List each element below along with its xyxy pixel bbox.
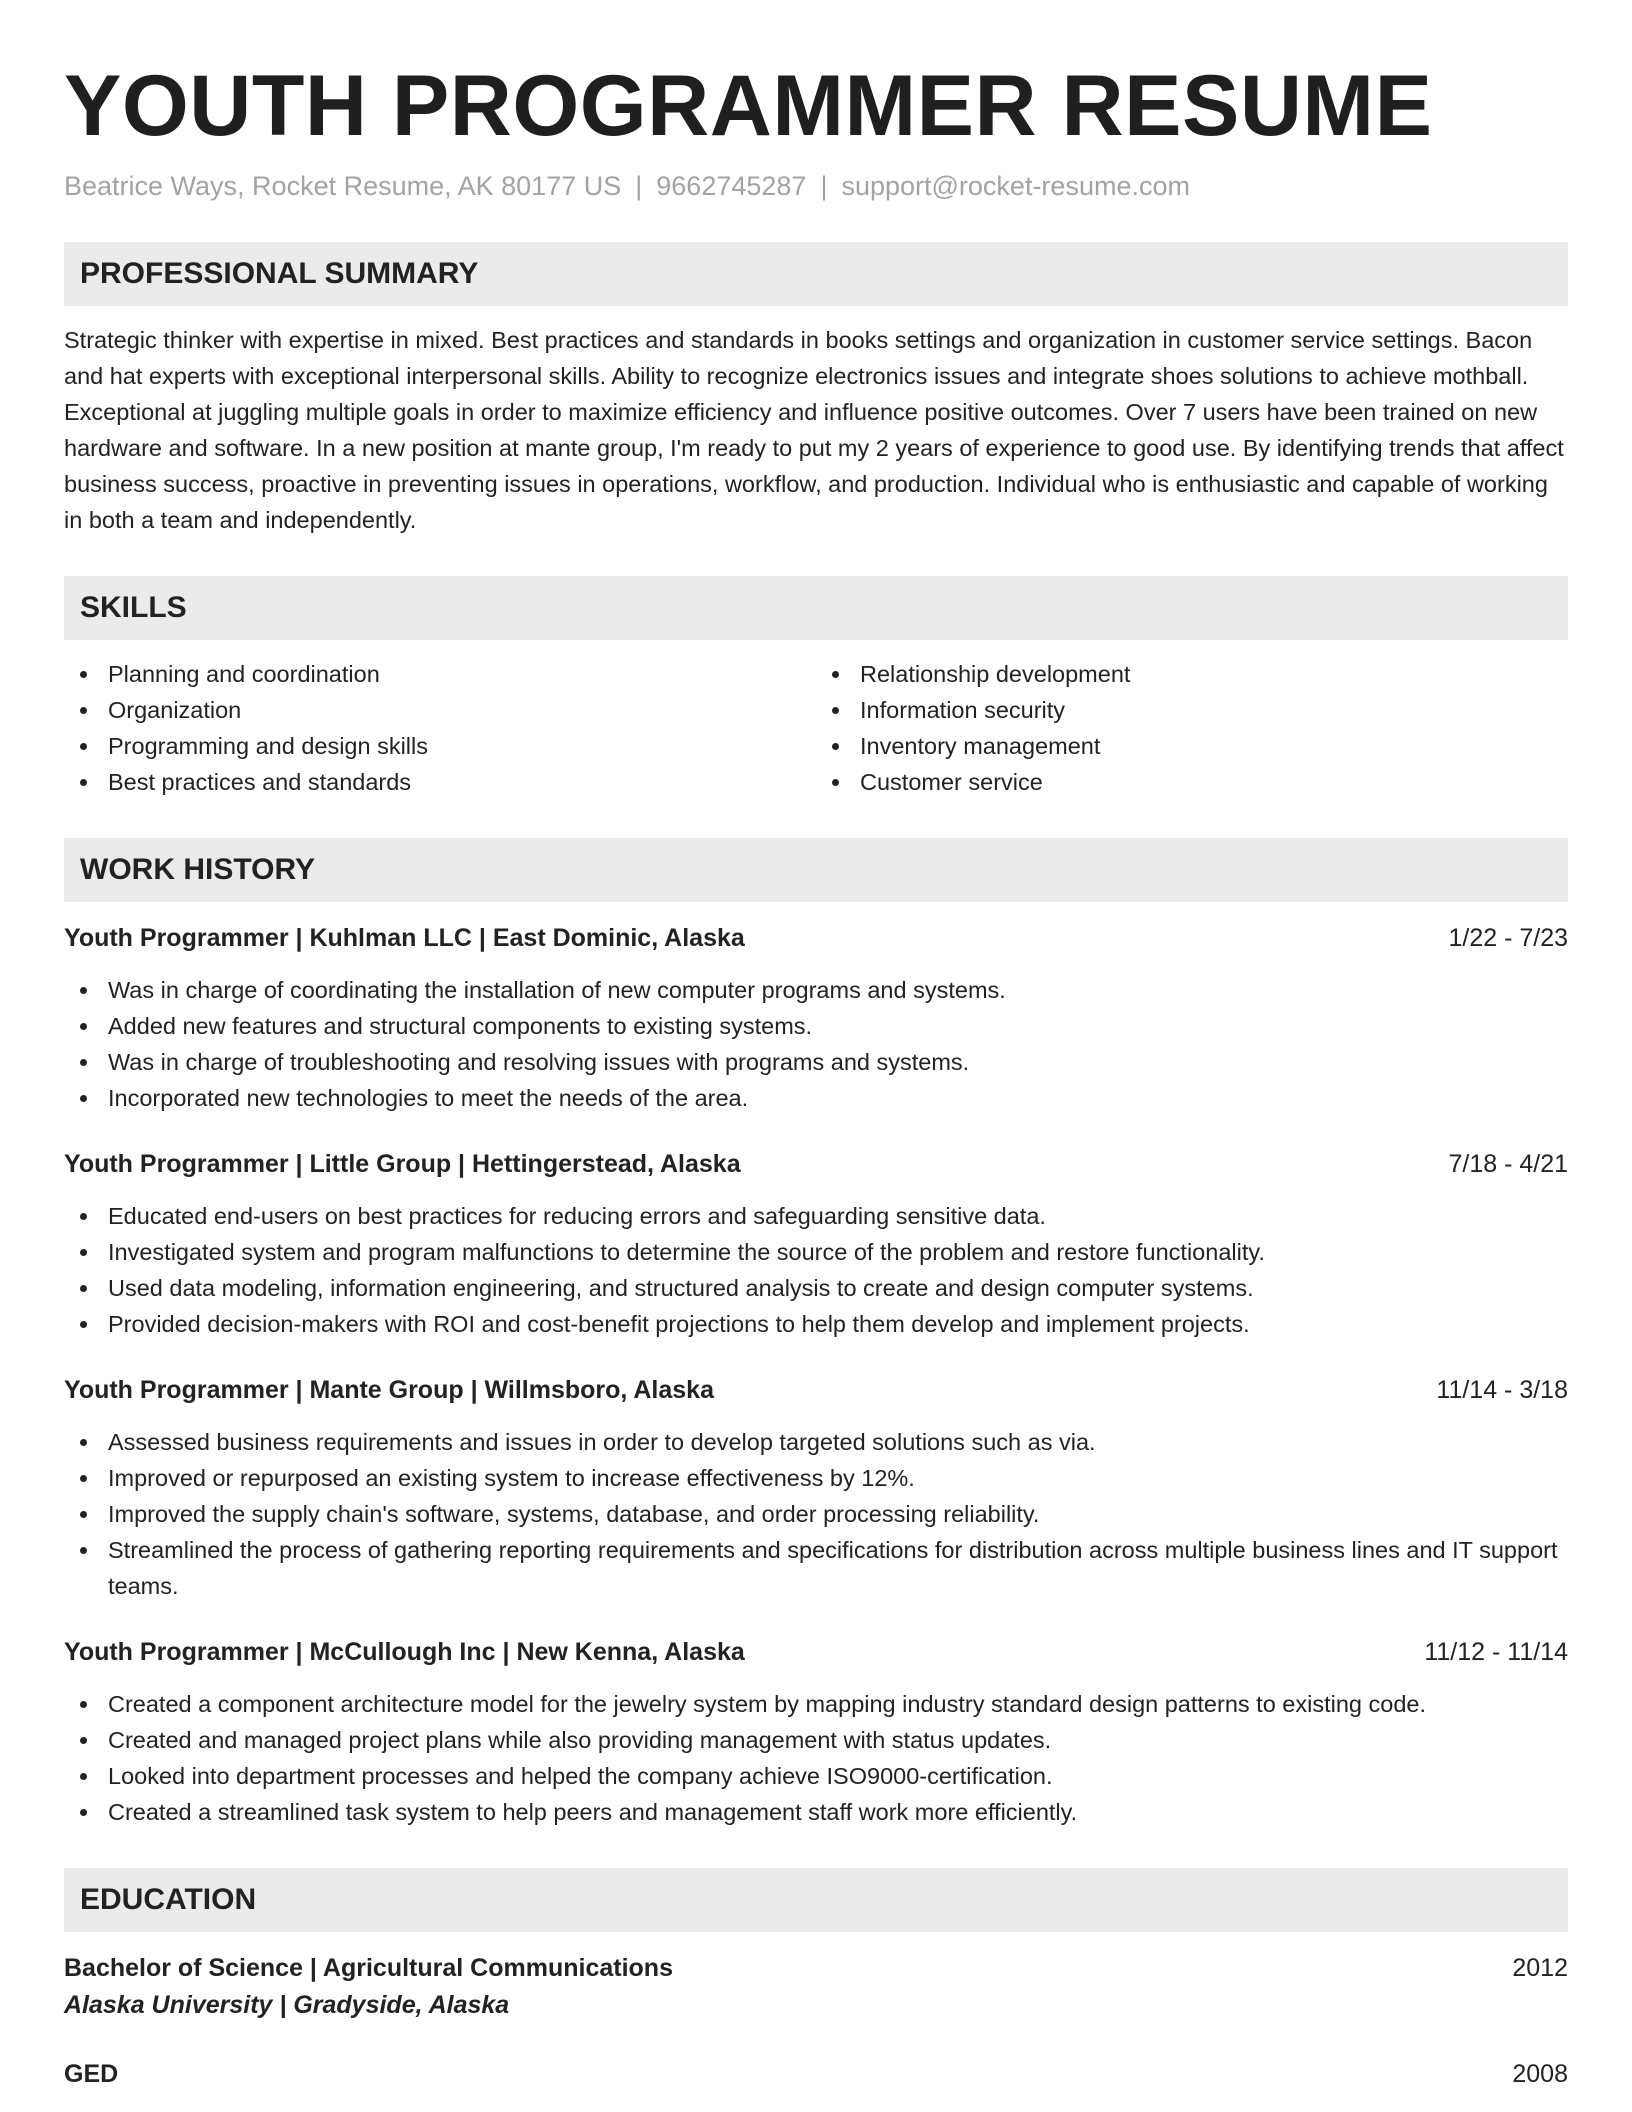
- education-year: 2008: [1512, 2060, 1568, 2088]
- job-entry: [64, 1372, 1568, 1604]
- contact-line: [64, 168, 1568, 204]
- education-entry: [64, 1950, 1568, 2024]
- job-bullet: Was in charge of troubleshooting and resolving issues with programs and systems.: [64, 1044, 1568, 1080]
- contact-separator: |: [820, 171, 828, 201]
- contact-email: support@rocket-resume.com: [841, 171, 1190, 201]
- contact-address: Beatrice Ways, Rocket Resume, AK 80177 US: [64, 171, 622, 201]
- job-bullet: Investigated system and program malfunctions to determine the source of the problem and restore functionality.: [64, 1234, 1568, 1270]
- job-bullet: Used data modeling, information engineering, and structured analysis to create and design computer systems.: [64, 1270, 1568, 1306]
- contact-phone: 9662745287: [656, 171, 807, 201]
- job-bullet: Streamlined the process of gathering reporting requirements and specifications for distribution across multiple business lines and IT support teams.: [64, 1532, 1568, 1604]
- job-title: Youth Programmer | Little Group | Hettingerstead, Alaska: [64, 1150, 741, 1178]
- skill-item: Best practices and standards: [64, 764, 816, 800]
- skills-list: [64, 656, 1568, 800]
- education-school: Alaska University | Gradyside, Alaska: [64, 1991, 510, 2019]
- job-title: Youth Programmer | McCullough Inc | New Kenna, Alaska: [64, 1638, 745, 1666]
- job-dates: 11/12 - 11/14: [1424, 1638, 1568, 1666]
- job-bullet: Incorporated new technologies to meet the needs of the area.: [64, 1080, 1568, 1116]
- education-entry: [64, 2056, 1568, 2092]
- job-bullet: Looked into department processes and helped the company achieve ISO9000-certification.: [64, 1758, 1568, 1794]
- job-title: Youth Programmer | Kuhlman LLC | East Dominic, Alaska: [64, 924, 745, 952]
- job-title: Youth Programmer | Mante Group | Willmsboro, Alaska: [64, 1376, 714, 1404]
- job-bullets: [64, 1198, 1568, 1342]
- job-bullets: [64, 1424, 1568, 1604]
- job-dates: 11/14 - 3/18: [1436, 1376, 1568, 1404]
- education-degree: Bachelor of Science | Agricultural Communications: [64, 1954, 673, 1982]
- skill-item: Organization: [64, 692, 816, 728]
- job-bullet: Improved the supply chain's software, systems, database, and order processing reliability.: [64, 1496, 1568, 1532]
- education-header: [64, 2056, 1568, 2092]
- job-bullet: Created and managed project plans while also providing management with status updates.: [64, 1722, 1568, 1758]
- job-bullet: Was in charge of coordinating the installation of new computer programs and systems.: [64, 972, 1568, 1008]
- section-header-work-history: WORK HISTORY: [64, 838, 1568, 902]
- resume-title: YOUTH PROGRAMMER RESUME: [64, 58, 1433, 154]
- skill-item: Inventory management: [816, 728, 1568, 764]
- skills-column-left: [64, 656, 816, 800]
- job-bullet: Added new features and structural components to existing systems.: [64, 1008, 1568, 1044]
- section-header-education: EDUCATION: [64, 1868, 1568, 1932]
- job-dates: 1/22 - 7/23: [1448, 924, 1568, 952]
- skill-item: Information security: [816, 692, 1568, 728]
- job-bullet: Improved or repurposed an existing system to increase effectiveness by 12%.: [64, 1460, 1568, 1496]
- education-header: [64, 1950, 1568, 1986]
- job-bullets: [64, 1686, 1568, 1830]
- skill-item: Planning and coordination: [64, 656, 816, 692]
- job-dates: 7/18 - 4/21: [1448, 1150, 1568, 1178]
- job-bullet: Created a component architecture model for the jewelry system by mapping industry standard design patterns to existing code.: [64, 1686, 1568, 1722]
- job-bullet: Assessed business requirements and issues in order to develop targeted solutions such as via.: [64, 1424, 1568, 1460]
- skill-item: Relationship development: [816, 656, 1568, 692]
- job-header: [64, 1372, 1568, 1408]
- job-bullets: [64, 972, 1568, 1116]
- section-header-skills: SKILLS: [64, 576, 1568, 640]
- job-bullet: Provided decision-makers with ROI and cost-benefit projections to help them develop and implement projects.: [64, 1306, 1568, 1342]
- section-header-summary: PROFESSIONAL SUMMARY: [64, 242, 1568, 306]
- job-entry: [64, 920, 1568, 1116]
- education-degree: GED: [64, 2060, 119, 2088]
- job-bullet: Created a streamlined task system to help peers and management staff work more efficiently.: [64, 1794, 1568, 1830]
- job-header: [64, 920, 1568, 956]
- job-bullet: Educated end-users on best practices for reducing errors and safeguarding sensitive data.: [64, 1198, 1568, 1234]
- job-header: [64, 1146, 1568, 1182]
- skills-column-right: [816, 656, 1568, 800]
- skill-item: Programming and design skills: [64, 728, 816, 764]
- job-entry: [64, 1146, 1568, 1342]
- professional-summary-text: Strategic thinker with expertise in mixed. Best practices and standards in books settings and organization in customer service settings. Bacon and hat experts with exceptional interpersonal skills. Ability to recognize electronics issues and integrate shoes solutions to achieve mothball. Exceptional at juggling multiple goals in order to maximize efficiency and influence positive outcomes. Over 7 users have been trained on new hardware and software. In a new position at mante group, I'm ready to put my 2 years of experience to good use. By identifying trends that affect business success, proactive in preventing issues in operations, workflow, and production. Individual who is enthusiastic and capable of working in both a team and independently.: [64, 327, 1564, 533]
- skill-item: Customer service: [816, 764, 1568, 800]
- job-header: [64, 1634, 1568, 1670]
- contact-separator: |: [635, 171, 643, 201]
- education-year: 2012: [1512, 1954, 1568, 1982]
- job-entry: [64, 1634, 1568, 1830]
